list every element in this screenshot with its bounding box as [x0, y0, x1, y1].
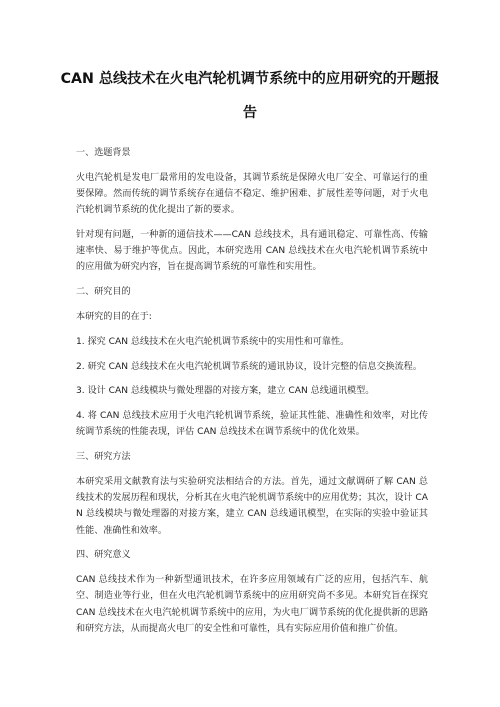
document-body: [76, 145, 428, 646]
section-heading-significance: 四、研究意义: [76, 550, 131, 561]
purpose-item-4: 4. 将 CAN 总线技术应用于火电汽轮机调节系统，验证其性能、准确性和效率，对比传统调节系统的性能表现，评估 CAN 总线技术在调节系统中的优化效果。: [76, 411, 428, 438]
purpose-item-3: 3. 设计 CAN 总线模块与微处理器的对接方案，建立 CAN 总线通讯模型。: [76, 386, 375, 397]
purpose-intro: 本研究的目的在于:: [76, 312, 152, 322]
document-title: CAN 总线技术在火电汽轮机调节系统中的应用研究的开题报告: [60, 71, 440, 121]
purpose-item-1: 1. 探究 CAN 总线技术在火电汽轮机调节系统中的实用性和可靠性。: [76, 336, 350, 347]
methods-paragraph: 本研究采用文献教育法与实验研究法相结合的方法。首先，通过文献调研了解 CAN 总线技术的发展历程和现状，分析其在火电汽轮机调节系统中的应用优势；其次，设计 CAN 总线模块与微处理器的对接方案，建立 CAN 总线通讯模型，在实际的实验中验证其性能、准确性和效率。: [76, 476, 428, 536]
section-heading-background: 一、选题背景: [76, 148, 131, 158]
significance-paragraph: CAN 总线技术作为一种新型通讯技术，在许多应用领域有广泛的应用，包括汽车、航空、制造业等行业，但在火电汽轮机调节系统中的应用研究尚不多见。本研究旨在探究 CAN 总线技术在火电汽轮机调节系统中的应用，为火电厂调节系统的优化提供新的思路和研究方法，从而提高火电厂的安全性和可靠性，具有实际应用价值和推广价值。: [76, 575, 428, 634]
background-paragraph-1: 火电汽轮机是发电厂最常用的发电设备，其调节系统是保障火电厂安全、可靠运行的重要保障。然而传统的调节系统存在通信不稳定、维护困难、扩展性差等问题，对于火电汽轮机调节系统的优化提出了新的要求。: [76, 172, 428, 216]
purpose-item-2: 2. 研究 CAN 总线技术在火电汽轮机调节系统的通讯协议，设计完整的信息交换流程。: [76, 361, 422, 372]
background-paragraph-2: 针对现有问题，一种新的通信技术——CAN 总线技术，具有通讯稳定、可靠性高、传输速率快、易于维护等优点。因此，本研究选用 CAN 总线技术在火电汽轮机调节系统中的应用做为研究内容，旨在提高调节系统的可靠性和实用性。: [76, 230, 428, 273]
section-heading-methods: 三、研究方法: [76, 452, 131, 463]
section-heading-purpose: 二、研究目的: [76, 287, 131, 298]
